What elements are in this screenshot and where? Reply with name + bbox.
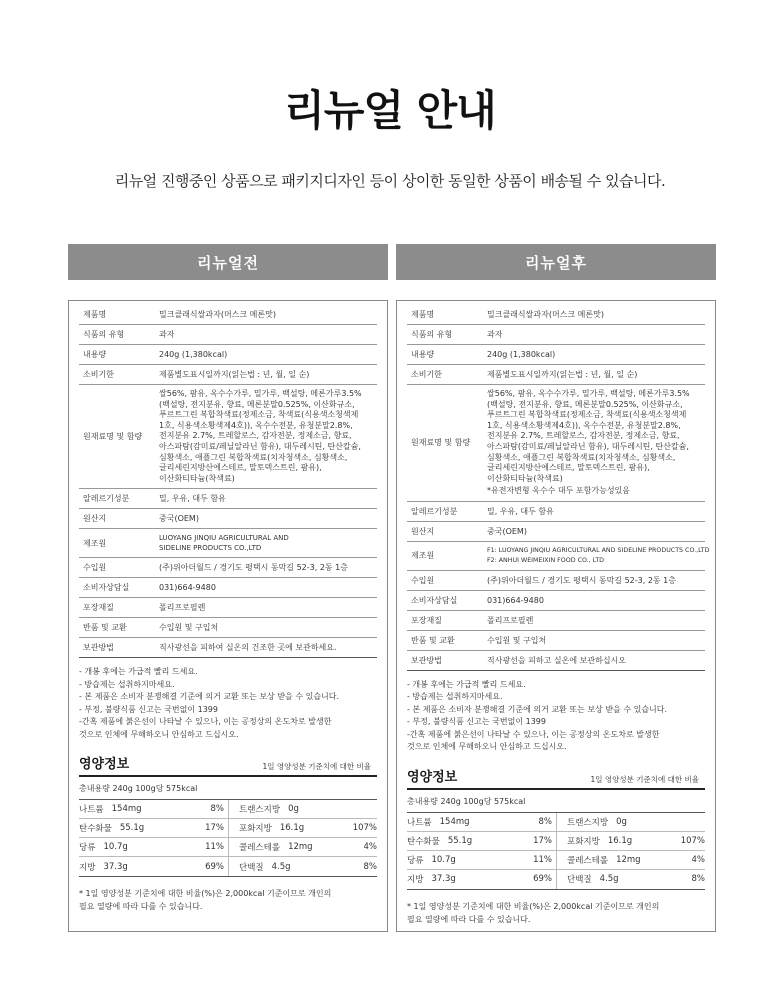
- info-row: [407, 345, 705, 365]
- nutrient-percent: 8%: [210, 804, 224, 815]
- nutrient-amount: 55.1g: [119, 823, 145, 834]
- ingredients-line: 전지분유 2.7%, 트레할로스, 감자전분, 정제소금, 향료,: [159, 431, 352, 441]
- info-label: 알레르기성분: [83, 494, 130, 504]
- after-column: [396, 244, 716, 932]
- caution-notes: [79, 666, 377, 741]
- ingredients-line: (백설탕, 전지분유, 향료, 메론분말0.525%, 이산화규소,: [487, 399, 683, 409]
- caution-note: -간혹 제품에 붉은선이 나타날 수 있으나, 이는 공정상의 온도차로 발생한: [79, 717, 332, 727]
- caution-note: - 부정, 불량식품 신고는 국번없이 1399: [79, 704, 218, 714]
- info-value: 240g (1,380kcal): [487, 350, 556, 359]
- caution-note: - 본 제품은 소비자 분쟁해결 기준에 의거 교환 또는 보상 받을 수 있습니다.: [79, 692, 340, 702]
- nutrient-cell: [407, 851, 557, 869]
- nutrient-cell: [557, 813, 705, 831]
- nutrition-header: [79, 753, 377, 777]
- ingredients-line: 아스파탐(감미료/페닐알라닌 함유), 대두레시틴, 탄산칼슘,: [487, 441, 689, 451]
- info-value: 제품별도표시일까지(읽는법 : 년, 월, 일 순): [159, 370, 310, 379]
- info-label: 수입원: [83, 563, 107, 573]
- footnote-line: * 1일 영양성분 기준치에 대한 비율(%)은 2,000kcal 기준이므로 개인의: [407, 901, 660, 911]
- info-row: [79, 509, 377, 529]
- info-value: 밀크클래식쌀과자(머스크 메론맛): [159, 310, 276, 319]
- nutrient-name: 콜레스테롤: [567, 855, 609, 866]
- info-label: 보관방법: [411, 655, 442, 665]
- info-row: [79, 558, 377, 578]
- maker-row: [79, 529, 377, 558]
- info-row: [407, 591, 705, 611]
- info-row: [79, 618, 377, 638]
- caution-note: - 방습제는 섭취하지마세요.: [407, 692, 503, 702]
- nutrition-note: 1일 영양성분 기준치에 대한 비율: [262, 762, 371, 772]
- ingredients-value: [159, 389, 377, 484]
- nutrient-amount: 10.7g: [103, 842, 128, 853]
- info-value: 과자: [487, 330, 503, 339]
- nutrient-percent: 4%: [691, 854, 705, 865]
- info-row: [407, 305, 705, 325]
- ingredients-row: [407, 385, 705, 502]
- nutrient-amount: 16.1g: [279, 823, 305, 834]
- nutrient-amount: 37.3g: [103, 861, 128, 872]
- nutrient-amount: 4.5g: [599, 874, 619, 885]
- nutrient-cell: [79, 838, 229, 856]
- nutrient-name: 당류: [407, 855, 424, 866]
- ingredients-line: 글리세린지방산에스테르, 말토덱스트린, 팜유),: [159, 463, 322, 473]
- nutrition-row: [407, 813, 705, 832]
- nutrient-cell: [407, 832, 557, 850]
- info-label: 원산지: [83, 514, 107, 524]
- info-value: 폴리프로필렌: [487, 615, 534, 625]
- info-label: 보관방법: [83, 643, 114, 653]
- nutrition-title: 영양정보: [407, 769, 458, 785]
- nutrient-cell: [79, 800, 229, 818]
- info-value: 031)664-9480: [159, 583, 216, 593]
- nutrition-footnote: [407, 900, 705, 926]
- info-label: 소비자상담실: [411, 595, 458, 605]
- nutrient-cell: [229, 838, 377, 856]
- info-value: 과자: [159, 330, 175, 339]
- ingredients-line: 심황색소, 애플그린 복합착색료(치자청색소, 심황색소,: [159, 452, 348, 462]
- info-row: [407, 365, 705, 385]
- nutrient-cell: [557, 870, 705, 889]
- nutrient-percent: 107%: [352, 823, 377, 834]
- ingredients-line: 아스파탐(감미료/페닐알라닌 함유), 대두레시틴, 탄산칼슘,: [159, 441, 361, 451]
- nutrient-amount: 12mg: [288, 842, 313, 853]
- nutrient-name: 나트륨: [407, 817, 432, 828]
- nutrient-name: 포화지방: [239, 824, 272, 835]
- info-value: 중국(OEM): [159, 514, 199, 524]
- info-label: 내용량: [83, 350, 107, 359]
- caution-note: - 부정, 불량식품 신고는 국번없이 1399: [407, 717, 546, 727]
- maker-line: SIDELINE PRODUCTS CO.,LTD: [159, 544, 262, 553]
- ingredients-line: (백설탕, 전지분유, 향료, 메론분말0.525%, 이산화규소,: [159, 399, 355, 409]
- nutrient-cell: [229, 819, 377, 837]
- info-row: [79, 578, 377, 598]
- info-row: [79, 598, 377, 618]
- info-label: 소비자상담실: [83, 583, 130, 593]
- nutrient-name: 당류: [79, 843, 96, 854]
- nutrient-amount: 0g: [616, 816, 627, 827]
- info-value: 제품별도표시일까지(읽는법 : 년, 월, 일 순): [487, 370, 638, 379]
- nutrient-cell: [407, 870, 557, 889]
- info-value: 240g (1,380kcal): [159, 350, 228, 359]
- info-row: [407, 325, 705, 345]
- nutrient-name: 트랜스지방: [567, 817, 609, 828]
- info-row: [79, 325, 377, 345]
- nutrient-amount: 0g: [288, 804, 299, 815]
- gmo-notice: *유전자변형 옥수수 대두 포함가능성있음: [487, 486, 631, 496]
- info-label: 포장재질: [83, 603, 114, 613]
- info-value: 밀크클래식쌀과자(머스크 메론맛): [487, 310, 604, 319]
- nutrient-name: 지방: [407, 875, 424, 886]
- nutrient-cell: [79, 857, 229, 876]
- ingredients-line: 쌀56%, 팜유, 옥수수가루, 밀가루, 백설탕, 메론가루3.5%: [159, 389, 362, 398]
- info-label: 제품명: [411, 310, 435, 319]
- nutrition-row: [407, 870, 705, 889]
- info-row: [79, 489, 377, 509]
- nutrient-cell: [79, 819, 229, 837]
- info-label: 식품의 유형: [411, 330, 453, 339]
- info-value: (주)위아더월드 / 경기도 평택시 동막길 52-3, 2동 1층: [487, 575, 676, 585]
- info-label: 제조원: [83, 538, 107, 548]
- info-value: 직사광선을 피하여 실온의 건조한 곳에 보관하세요.: [159, 643, 337, 653]
- nutrition-table: [79, 800, 377, 877]
- nutrient-amount: 4.5g: [271, 861, 291, 872]
- nutrient-name: 단백질: [567, 875, 592, 886]
- nutrient-name: 탄수화물: [79, 824, 112, 835]
- nutrient-amount: 154mg: [439, 816, 470, 827]
- info-label: 식품의 유형: [83, 330, 125, 339]
- info-label: 내용량: [411, 350, 435, 359]
- nutrition-total: 총내용량 240g 100g당 575kcal: [407, 790, 705, 813]
- ingredients-line: 푸르트그린 복합착색료(정제소금, 착색료(식용색소청색제: [487, 410, 687, 420]
- nutrition-footnote: [79, 887, 377, 913]
- nutrition-row: [79, 819, 377, 838]
- info-label: 원재료명 및 함량: [411, 438, 471, 448]
- nutrient-percent: 8%: [691, 874, 705, 885]
- nutrition-title: 영양정보: [79, 757, 130, 773]
- nutrient-percent: 11%: [205, 842, 224, 853]
- info-value: 수입원 및 구입처: [159, 623, 219, 633]
- nutrient-cell: [229, 800, 377, 818]
- info-value: (주)위아더월드 / 경기도 평택시 동막길 52-3, 2동 1층: [159, 563, 348, 573]
- ingredients-line: 푸르트그린 복합착색료(정제소금, 착색료(식용색소청색제: [159, 410, 359, 420]
- nutrition-row: [79, 838, 377, 857]
- info-label: 제조원: [411, 551, 435, 561]
- footnote-line: 필요 열량에 따라 다를 수 있습니다.: [407, 914, 531, 924]
- info-value: 중국(OEM): [487, 526, 527, 536]
- caution-note: 것으로 인체에 무해하오니 안심하고 드십시오.: [407, 742, 567, 752]
- after-header: 리뉴얼후: [396, 244, 716, 280]
- info-row: [407, 571, 705, 591]
- maker-row: [407, 542, 710, 571]
- nutrient-percent: 69%: [533, 874, 552, 885]
- ingredients-line: 심황색소, 애플그린 복합착색료(치자청색소, 심황색소,: [487, 452, 676, 462]
- nutrient-name: 나트륨: [79, 805, 104, 816]
- footnote-line: * 1일 영양성분 기준치에 대한 비율(%)은 2,000kcal 기준이므로 개인의: [79, 889, 332, 899]
- after-label-panel: [396, 300, 716, 932]
- info-value: 밀, 우유, 대두 함유: [487, 506, 554, 516]
- nutrient-percent: 17%: [205, 823, 224, 834]
- info-label: 알레르기성분: [411, 506, 458, 516]
- info-label: 원산지: [411, 526, 435, 536]
- caution-note: - 개봉 후에는 가급적 빨리 드세요.: [79, 667, 198, 677]
- info-row: [79, 305, 377, 325]
- maker-value: [159, 533, 377, 553]
- nutrient-name: 트랜스지방: [239, 805, 281, 816]
- nutrient-cell: [557, 832, 705, 850]
- maker-line: F2: ANHUI WEIMEIXIN FOOD CO., LTD: [487, 556, 605, 564]
- info-label: 수입원: [411, 575, 435, 585]
- nutrient-cell: [229, 857, 377, 876]
- nutrient-name: 포화지방: [567, 836, 600, 847]
- info-label: 제품명: [83, 310, 107, 319]
- nutrient-cell: [407, 813, 557, 831]
- ingredients-line: 전지분유 2.7%, 트레할로스, 감자전분, 정제소금, 향료,: [487, 431, 680, 441]
- page-subtitle: 리뉴얼 진행중인 상품으로 패키지디자인 등이 상이한 동일한 상품이 배송될 수 있습니다.: [114, 172, 666, 190]
- ingredients-line: 이산화티타늄(착색료): [487, 473, 563, 483]
- nutrition-total: 총내용량 240g 100g당 575kcal: [79, 777, 377, 800]
- ingredients-line: 1호, 식용색소황색제4호)), 옥수수전분, 유청분말2.8%,: [487, 420, 681, 430]
- nutrient-amount: 12mg: [616, 854, 641, 865]
- info-label: 원재료명 및 함량: [83, 432, 143, 442]
- nutrient-percent: 8%: [363, 861, 377, 872]
- caution-note: 것으로 인체에 무해하오니 안심하고 드십시오.: [79, 729, 239, 739]
- info-label: 소비기한: [83, 370, 114, 379]
- caution-note: -간혹 제품에 붉은선이 나타날 수 있으나, 이는 공정상의 온도차로 발생한: [407, 729, 660, 739]
- info-label: 소비기한: [411, 370, 442, 379]
- info-value: 수입원 및 구입처: [487, 635, 547, 645]
- nutrient-name: 콜레스테롤: [239, 843, 281, 854]
- info-row: [407, 502, 705, 522]
- maker-line: LUOYANG JINQIU AGRICULTURAL AND: [159, 534, 289, 543]
- ingredients-line: 1호, 식용색소황색제4호)), 옥수수전분, 유청분말2.8%,: [159, 420, 353, 430]
- ingredients-value: [487, 389, 705, 497]
- nutrient-percent: 8%: [538, 816, 552, 827]
- ingredients-line: 이산화티타늄(착색료): [159, 473, 235, 483]
- caution-note: - 방습제는 섭취하지마세요.: [79, 679, 175, 689]
- nutrient-cell: [557, 851, 705, 869]
- ingredients-row: [79, 385, 377, 489]
- nutrient-amount: 10.7g: [431, 854, 456, 865]
- nutrition-row: [407, 832, 705, 851]
- info-value: 031)664-9480: [487, 595, 544, 605]
- page-title: 리뉴얼 안내: [284, 86, 496, 135]
- nutrient-percent: 107%: [680, 835, 705, 846]
- footnote-line: 필요 열량에 따라 다를 수 있습니다.: [79, 902, 203, 912]
- nutrition-note: 1일 영양성분 기준치에 대한 비율: [590, 774, 699, 784]
- nutrient-amount: 16.1g: [607, 835, 633, 846]
- ingredients-line: 글리세린지방산에스테르, 말토덱스트린, 팜유),: [487, 463, 650, 473]
- ingredients-line: 쌀56%, 팜유, 옥수수가루, 밀가루, 백설탕, 메론가루3.5%: [487, 389, 690, 398]
- before-label-panel: [68, 300, 388, 932]
- nutrient-percent: 11%: [533, 854, 552, 865]
- info-row: [407, 651, 705, 670]
- info-value: 밀, 우유, 대두 함유: [159, 494, 226, 504]
- nutrient-amount: 154mg: [111, 804, 142, 815]
- caution-notes: [407, 679, 705, 754]
- nutrient-percent: 69%: [205, 861, 224, 872]
- before-header: 리뉴얼전: [68, 244, 388, 280]
- info-label: 포장재질: [411, 615, 442, 625]
- nutrient-amount: 37.3g: [431, 874, 456, 885]
- info-row: [407, 611, 705, 631]
- product-info-table: [79, 305, 377, 658]
- maker-value: [487, 546, 710, 566]
- nutrient-amount: 55.1g: [447, 835, 473, 846]
- info-label: 반품 및 교환: [83, 623, 127, 633]
- before-column: [68, 244, 388, 932]
- info-row: [79, 638, 377, 657]
- info-row: [407, 522, 705, 542]
- caution-note: - 본 제품은 소비자 분쟁해결 기준에 의거 교환 또는 보상 받을 수 있습니다.: [407, 704, 668, 714]
- info-row: [79, 365, 377, 385]
- nutrition-header: [407, 766, 705, 790]
- nutrient-name: 단백질: [239, 862, 264, 873]
- nutrition-row: [79, 800, 377, 819]
- maker-line: F1: LUOYANG JINQIU AGRICULTURAL AND SIDELINE PRODUCTS CO.,LTD: [487, 546, 710, 554]
- nutrition-row: [79, 857, 377, 876]
- info-value: 직사광선을 피하고 실온에 보관하십시오: [487, 655, 627, 665]
- nutrient-name: 지방: [79, 862, 96, 873]
- nutrition-row: [407, 851, 705, 870]
- nutrient-percent: 17%: [533, 835, 552, 846]
- info-row: [407, 631, 705, 651]
- product-info-table: [407, 305, 710, 671]
- nutrient-name: 탄수화물: [407, 836, 440, 847]
- info-value: 폴리프로필렌: [159, 603, 206, 613]
- info-row: [79, 345, 377, 365]
- nutrient-percent: 4%: [363, 842, 377, 853]
- info-label: 반품 및 교환: [411, 635, 455, 645]
- nutrition-table: [407, 813, 705, 890]
- caution-note: - 개봉 후에는 가급적 빨리 드세요.: [407, 679, 526, 689]
